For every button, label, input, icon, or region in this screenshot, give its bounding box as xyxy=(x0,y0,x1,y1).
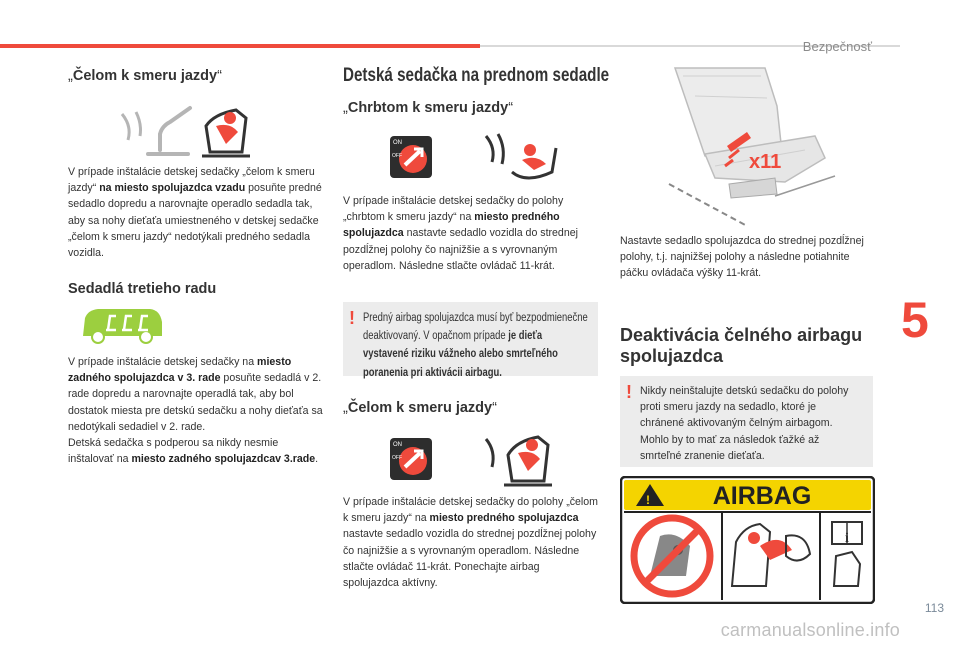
top-accent-bar xyxy=(0,44,480,48)
airbag-warning-label-icon xyxy=(620,476,875,604)
airbag-switch-on-icon xyxy=(389,437,433,481)
page-number: 113 xyxy=(924,601,944,615)
paragraph-rear-facing: V prípade inštalácie detskej sedačky do polohy „chrbtom k smeru jazdy“ na miesto predného spolujazdca nastavte sedadlo vozidla do strednej pozdĺžnej polohy čo najnižšie a s vyrovnaným operadlom. Následne stlačte ovládač 11-krát. xyxy=(343,195,578,272)
paragraph-third-row: V prípade inštalácie detskej sedačky na miesto zadného spolujazdca v 3. rade posuňte sedadlá v 2. rade dopredu a narovnajte operadlá tak, aby bol dostatok miesta pre detskú sedačku a nohy dieťaťa sa nedotýkali sedadiel v 2. rade. Detská sedačka s podperou sa nikdy nesmie inštalovať na miesto zadného spolujazdcav 3.rade. xyxy=(68,356,323,466)
heading-front-seat: Detská sedačka na prednom sedadle xyxy=(343,65,610,86)
watermark: carmanualsonline.info xyxy=(720,620,900,640)
warning-box-deactivate: ! Predný airbag spolujazdca musí byť bezpodmienečne deaktivovaný. V opačnom prípade je dieťa vystavené riziku vážneho alebo smrteľného poranenia pri aktivácii airbagu. xyxy=(343,302,598,376)
svg-text:i: i xyxy=(845,531,849,546)
airbag-label-text: AIRBAG xyxy=(712,482,812,510)
child-seat-forward-front-icon xyxy=(482,431,562,489)
paragraph-forward-facing-front: V prípade inštalácie detskej sedačky do polohy „čelom k smeru jazdy“ na miesto predného spolujazdca nastavte sedadlo vozidla do strednej pozdĺžnej polohy čo najnižšie a s vyrovnaným operadlom. Následne stlačte ovládač 11-krát. Ponechajte airbag spolujazdca aktívny. xyxy=(343,496,598,590)
car-third-row-icon xyxy=(80,306,165,346)
section-title: Bezpečnosť xyxy=(802,39,872,54)
paragraph-seat-adjust: Nastavte sedadlo spolujazdca do strednej pozdĺžnej polohy, t.j. najnižšej polohy a následne potiahnite páčku ovládača výšky 11-krát. xyxy=(620,235,864,280)
child-seat-forward-icon xyxy=(118,104,263,162)
warning-icon: ! xyxy=(626,382,632,402)
svg-text:!: ! xyxy=(646,493,650,507)
heading-rear-facing: „Chrbtom k smeru jazdy“ xyxy=(343,100,514,116)
chapter-number: 5 xyxy=(901,292,929,348)
airbag-switch-off-icon xyxy=(389,135,433,179)
svg-text:ON: ON xyxy=(393,442,402,448)
heading-forward-facing-front: „Čelom k smeru jazdy“ xyxy=(343,400,497,416)
svg-text:OFF: OFF xyxy=(392,455,402,461)
svg-text:ON: ON xyxy=(393,140,402,146)
warning-box-never-install: ! Nikdy neinštalujte detskú sedačku do polohy proti smeru jazdy na sedadlo, ktoré je chránené aktivovaným čelným airbagom. Mohlo by to mať za následok ťažké až smrteľné zranenie dieťaťa. xyxy=(620,376,873,467)
x11-label: x11 xyxy=(749,151,782,173)
heading-third-row: Sedadlá tretieho radu xyxy=(68,281,217,297)
warning-icon: ! xyxy=(349,308,355,328)
heading-deactivation: Deaktivácia čelného airbagu spolujazdca xyxy=(620,325,863,366)
heading-forward-facing: „Čelom k smeru jazdy“ xyxy=(68,68,222,84)
paragraph-forward-facing: V prípade inštalácie detskej sedačky „čelom k smeru jazdy“ na miesto spolujazdca vzadu posuňte predné sedadlo dopredu a narovnajte operadlo sedadla tak, aby sa nohy dieťaťa umiestneného v detskej sedačke „čelom k smeru jazdy“ nedotýkali predného sedadla vozidla. xyxy=(68,166,322,260)
child-seat-rear-icon xyxy=(482,128,562,186)
svg-text:OFF: OFF xyxy=(392,153,402,159)
seat-adjust-icon xyxy=(665,66,840,226)
